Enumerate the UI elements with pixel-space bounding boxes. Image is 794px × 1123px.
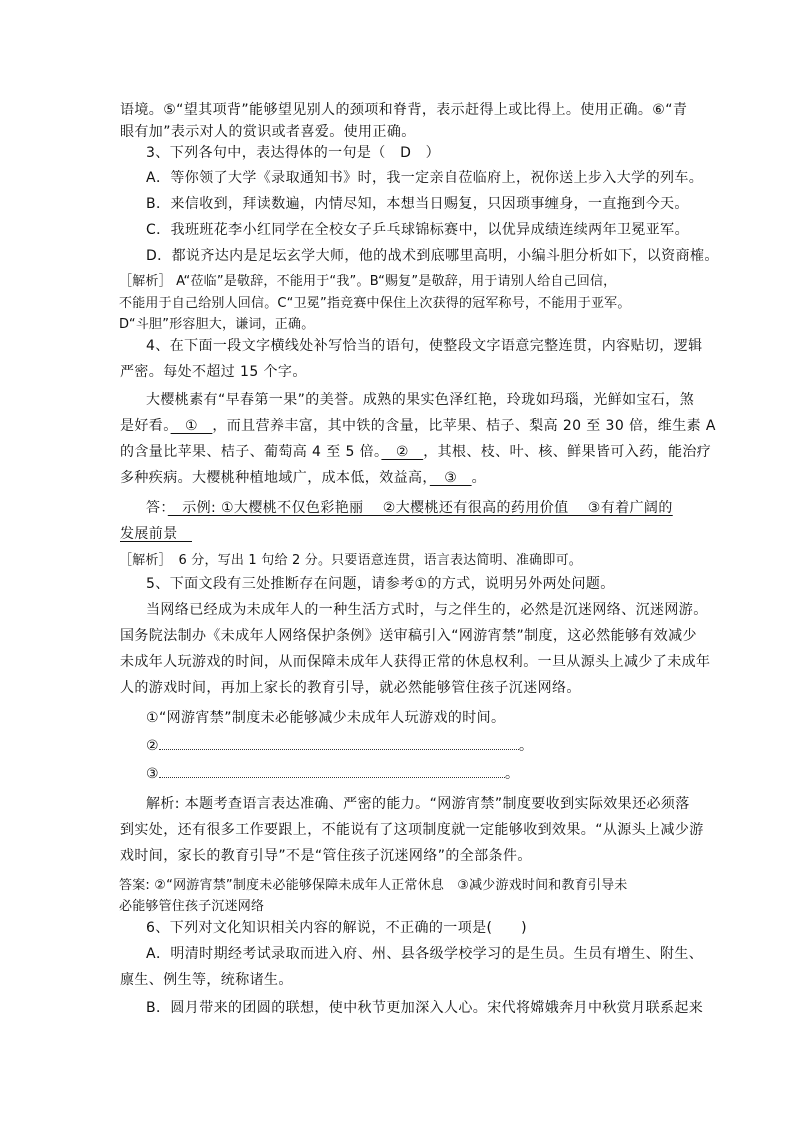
analysis-line: D“斗胆”形容胆大，谦词，正确。 <box>119 317 315 332</box>
option-a: A．明清时期经考试录取而进入府、州、县各级学校学习的是生员。生员有增生、附生、 <box>146 946 704 962</box>
option-d: D．都说齐达内是足坛玄学大师，他的战术到底哪里高明，小编斗胆分析如下，以资商榷。 <box>146 248 719 264</box>
blank-2: ② <box>381 444 424 460</box>
text-line: 眼有加”表示对人的赏识或者喜爱。使用正确。 <box>120 124 416 140</box>
option-b: B．来信收到，拜读数遍，内情尽知，本想当日赐复，只因琐事缠身，一直拖到今天。 <box>146 196 689 212</box>
blank-number: ③ <box>146 766 159 782</box>
passage-text: ，而且营养丰富，其中铁的含量，比苹果、桔子、梨高 20 至 30 倍，维生素 A <box>212 418 716 434</box>
passage-line <box>120 468 486 488</box>
analysis-line: ［解析］ 6 分，写出 1 句给 2 分。只要语意连贯，语言表达简明、准确即可。 <box>119 553 582 568</box>
passage-line: 国务院法制办《未成年人网络保护条例》送审稿引入“网游宵禁”制度，这必然能够有效减少 <box>120 628 697 644</box>
blank-end: 。 <box>518 738 534 754</box>
answer-line: 答案: ②“网游宵禁”制度未必能够保障未成年人正常休息 ③减少游戏时间和教育引导未 <box>119 878 628 893</box>
passage-line: 未成年人玩游戏的时间，从而保障未成年人获得正常的休息权利。一旦从源头上减少了未成年 <box>120 654 711 670</box>
analysis-line: ［解析］ A“莅临”是敬辞，不能用于“我”。B“赐复”是敬辞，用于请别人给自己回信， <box>119 274 617 289</box>
passage-line <box>120 442 711 462</box>
passage-text: ，其根、枝、叶、核、鲜果皆可入药，能治疗 <box>423 444 712 460</box>
option-b: B．圆月带来的团圆的联想，使中秋节更加深入人心。宋代将嫦娥奔月中秋赏月联系起来 <box>146 1000 704 1016</box>
blank-1: ① <box>170 418 213 434</box>
answer-text: 发展前景 <box>120 526 192 542</box>
passage-line <box>120 416 716 436</box>
analysis-line: 到实处，还有很多工作要跟上，不能说有了这项制度就一定能够收到效果。“从源头上减少游 <box>120 822 704 838</box>
blank-end: 。 <box>504 766 520 782</box>
option-a: A．等你领了大学《录取通知书》时，我一定亲自莅临府上，祝你送上步入大学的列车。 <box>146 170 704 186</box>
answer-blank-3 <box>146 764 519 784</box>
answer-label: 答： <box>146 500 168 516</box>
option-c: C．我班班花李小红同学在全校女子乒乓球锦标赛中，以优异成绩连续两年卫冕亚军。 <box>146 222 689 238</box>
answer-example: ①“网游宵禁”制度未必能够减少未成年人玩游戏的时间。 <box>146 710 506 726</box>
analysis-line: 戏时间，家长的教育引导”不是“管住孩子沉迷网络”的全部条件。 <box>120 848 532 864</box>
passage-text: 的含量比苹果、桔子、葡萄高 4 至 5 倍。 <box>120 444 382 460</box>
analysis-line: 不能用于自己给别人回信。C“卫冕”指竞赛中保住上次获得的冠军称号，不能用于亚军。 <box>119 296 631 311</box>
dotted-answer-line <box>159 765 505 778</box>
question-4-prompt: 4、在下面一段文字横线处补写恰当的语句，使整段文字语意完整连贯，内容贴切，逻辑 <box>146 338 703 354</box>
answer-line <box>146 498 673 518</box>
passage-text: 多种疾病。大樱桃种植地域广，成本低，效益高， <box>120 470 430 486</box>
option-a-cont: 廪生、例生等，统称诸生。 <box>120 972 293 988</box>
dotted-answer-line <box>159 737 519 750</box>
passage-line: 当网络已经成为未成年人的一种生活方式时，与之伴生的，必然是沉迷网络、沉迷网游。 <box>146 602 708 618</box>
passage-line: 人的游戏时间，再加上家长的教育引导，就必然能够管住孩子沉迷网络。 <box>120 680 581 696</box>
question-3-prompt: 3、下列各句中，表达得体的一句是（ D ） <box>146 145 441 161</box>
answer-line: 必能够管住孩子沉迷网络 <box>119 899 265 914</box>
passage-line: 大樱桃素有“早春第一果”的美誉。成熟的果实色泽红艳，玲珑如玛瑙，光鲜如宝石，煞 <box>146 392 695 408</box>
blank-number: ② <box>146 738 159 754</box>
text-line: 严密。每处不超过 15 个字。 <box>120 364 307 380</box>
passage-text: 。 <box>471 470 486 486</box>
question-5-prompt: 5、下面文段有三处推断存在问题，请参考①的方式，说明另外两处问题。 <box>146 576 615 592</box>
question-6-prompt: 6、下列对文化知识相关内容的解说，不正确的一项是( ) <box>146 920 528 936</box>
blank-3: ③ <box>429 470 472 486</box>
answer-blank-2 <box>146 736 533 756</box>
answer-text: 示例: ①大樱桃不仅色彩艳丽 ②大樱桃还有很高的药用价值 ③有着广阔的 <box>167 500 673 516</box>
analysis-line: 解析: 本题考查语言表达准确、严密的能力。“网游宵禁”制度要收到实际效果还必须落 <box>146 796 690 812</box>
text-line: 语境。⑤“望其项背”能够望见别人的颈项和脊背，表示赶得上或比得上。使用正确。⑥“青 <box>120 102 688 118</box>
passage-text: 是好看。 <box>120 418 171 434</box>
